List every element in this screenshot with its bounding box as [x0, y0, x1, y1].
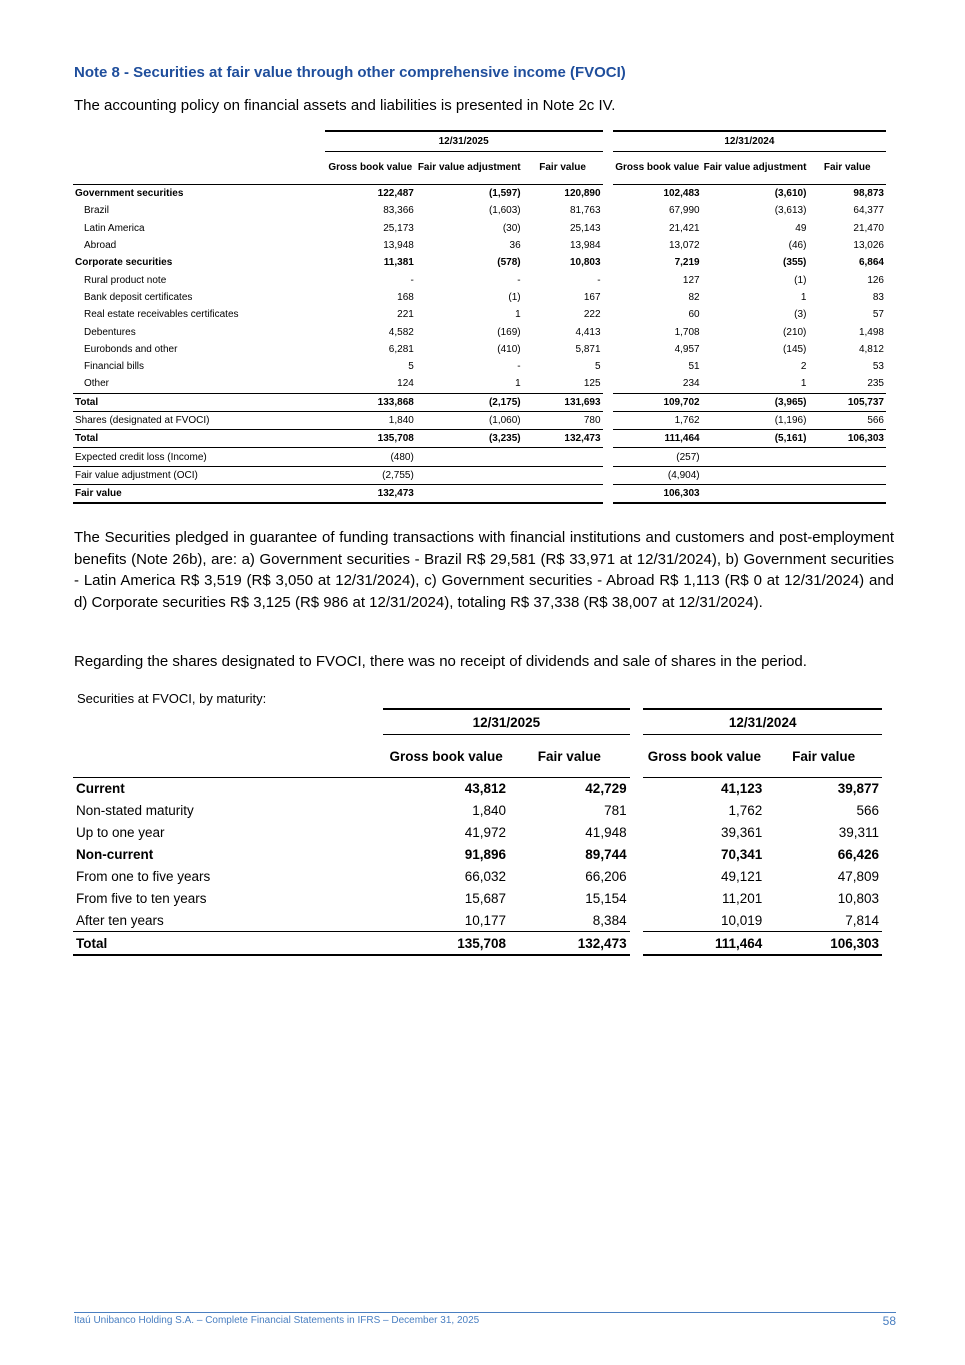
cell-value: 135,708	[325, 430, 416, 448]
cell-value: 13,026	[853, 240, 884, 252]
row-label: Financial bills	[84, 361, 145, 373]
table-row	[73, 466, 886, 484]
cell-value: 98,873	[853, 188, 884, 200]
cell-value: (1)	[508, 291, 521, 303]
row-label: After ten years	[76, 912, 164, 928]
cell-value: 7,814	[845, 912, 879, 928]
cell-value: 10,177	[464, 912, 507, 928]
cell-value: 41,972	[464, 825, 507, 841]
cell-value: (30)	[502, 222, 521, 234]
table1-col-fair-2024: Fair value	[808, 152, 886, 185]
cell-value: 5	[408, 361, 414, 373]
cell-value: 82	[688, 291, 700, 303]
cell-value: 234	[682, 378, 700, 390]
column-spacer	[630, 932, 644, 955]
cell-value: 781	[604, 803, 627, 819]
row-label: Latin America	[84, 222, 145, 234]
cell-value: 13,072	[669, 240, 700, 252]
row-label: Total	[73, 430, 325, 448]
cell-value: 42,729	[585, 781, 627, 797]
table2-col-fair-2024: Fair value	[765, 735, 882, 778]
row-label: Up to one year	[76, 825, 165, 841]
table1-col-fair-2025: Fair value	[523, 152, 603, 185]
cell-value	[808, 448, 886, 466]
footer-divider	[74, 1312, 896, 1313]
column-spacer	[603, 375, 613, 393]
cell-value: 60	[688, 309, 700, 321]
cell-value: 235	[867, 378, 884, 390]
table-row	[73, 411, 886, 429]
cell-value: 70,341	[721, 847, 763, 863]
cell-value: 41,948	[585, 825, 627, 841]
row-label: Eurobonds and other	[84, 343, 178, 355]
table-row	[73, 430, 886, 448]
cell-value	[702, 485, 809, 504]
cell-value: 131,693	[523, 393, 603, 411]
row-label: Fair value adjustment (OCI)	[73, 466, 325, 484]
row-label: Non-stated maturity	[76, 803, 194, 819]
cell-value: (3,613)	[774, 205, 807, 217]
cell-value: 5	[595, 361, 601, 373]
column-spacer	[603, 341, 613, 358]
column-spacer	[630, 887, 644, 909]
row-label: Total	[73, 932, 383, 955]
cell-value: 132,473	[509, 932, 630, 955]
cell-value: 21,421	[669, 222, 700, 234]
maturity-table	[73, 708, 882, 956]
cell-value	[523, 448, 603, 466]
column-spacer	[630, 822, 644, 844]
cell-value: 566	[808, 411, 886, 429]
column-spacer	[603, 254, 613, 271]
table-row	[73, 844, 882, 866]
cell-value: 127	[682, 274, 700, 286]
table-row	[73, 800, 882, 822]
cell-value: 125	[583, 378, 601, 390]
table-row	[73, 778, 882, 800]
row-label: Brazil	[84, 205, 110, 217]
fvoci-securities-table	[73, 130, 886, 504]
cell-value	[808, 466, 886, 484]
column-spacer	[603, 466, 613, 484]
column-spacer	[603, 323, 613, 340]
cell-value: 132,473	[325, 485, 416, 504]
row-label: Rural product note	[84, 274, 167, 286]
table-row	[73, 485, 886, 504]
cell-value: 4,413	[575, 326, 601, 338]
cell-value: 566	[856, 803, 879, 819]
row-label: Expected credit loss (Income)	[73, 448, 325, 466]
table-row	[73, 448, 886, 466]
row-label: Abroad	[84, 240, 117, 252]
row-label: Total	[73, 393, 325, 411]
column-spacer	[603, 237, 613, 254]
cell-value	[808, 485, 886, 504]
cell-value: 124	[397, 378, 414, 390]
cell-value: (46)	[788, 240, 807, 252]
pledged-securities-paragraph: The Securities pledged in guarantee of funding transactions with financial institutions and customers and post-employment benefits (Note 26b), are: a) Government securities - Brazil R$ 29,581 (R$ 33,971 at 12/31/2024), b) Government securities - Latin America R$ 3,519 (R$ 3,050 at 12/31/2024), c) Government securities - Abroad R$ 1,113 (R$ 0 at 12/31/2024) and d) Corporate securities R$ 3,125 (R$ 986 at 12/31/2024), totaling R$ 37,338 (R$ 38,007 at 12/31/2024).	[74, 529, 894, 611]
cell-value: -	[410, 274, 414, 286]
table1-col-gross-2025: Gross book value	[325, 152, 416, 185]
cell-value: (3)	[794, 309, 807, 321]
cell-value: (1)	[794, 274, 807, 286]
table-row	[73, 822, 882, 844]
cell-value	[702, 448, 809, 466]
shares-dividends-paragraph: Regarding the shares designated to FVOCI, there was no receipt of dividends and sale of shares in the period.	[74, 653, 807, 670]
table1-date-2024: 12/31/2024	[613, 131, 886, 152]
cell-value: 1	[515, 378, 521, 390]
table-row	[73, 887, 882, 909]
column-spacer	[630, 800, 644, 822]
cell-value	[416, 448, 523, 466]
row-label: Shares (designated at FVOCI)	[73, 411, 325, 429]
table-row	[73, 341, 886, 358]
table-row	[73, 220, 886, 237]
cell-value	[702, 466, 809, 484]
cell-value: 1	[800, 378, 807, 390]
cell-value: (2,755)	[325, 466, 416, 484]
cell-value: 1,840	[472, 803, 507, 819]
cell-value	[523, 485, 603, 504]
cell-value: -	[517, 274, 521, 286]
cell-value: (2,175)	[416, 393, 523, 411]
table1-date-2025: 12/31/2025	[325, 131, 603, 152]
column-spacer	[630, 866, 644, 888]
table1-col-adjust-2025: Fair value adjustment	[416, 152, 523, 185]
row-label: Other	[84, 378, 110, 390]
cell-value: 167	[583, 291, 601, 303]
table-row	[73, 375, 886, 393]
cell-value: 111,464	[613, 430, 702, 448]
cell-value: (3,610)	[774, 188, 807, 200]
cell-value: 126	[867, 274, 884, 286]
cell-value: 1,840	[325, 411, 416, 429]
table2-col-fair-2025: Fair value	[509, 735, 630, 778]
column-spacer	[603, 185, 613, 203]
cell-value: (5,161)	[702, 430, 809, 448]
cell-value: 6,864	[858, 257, 884, 269]
cell-value	[523, 466, 603, 484]
cell-value: (1,603)	[488, 205, 521, 217]
cell-value: (355)	[783, 257, 807, 269]
cell-value: -	[597, 274, 601, 286]
cell-value: 13,984	[569, 240, 601, 252]
cell-value: 10,803	[569, 257, 601, 269]
cell-value: 41,123	[721, 781, 763, 797]
cell-value: 39,311	[838, 825, 879, 841]
cell-value: 6,281	[388, 343, 414, 355]
cell-value: 49	[795, 222, 807, 234]
table-row	[73, 909, 882, 931]
cell-value: 66,206	[585, 869, 627, 884]
table-row	[73, 202, 886, 219]
table-row	[73, 306, 886, 323]
cell-value: 106,303	[613, 485, 702, 504]
row-label: Fair value	[73, 485, 325, 504]
cell-value: (145)	[783, 343, 807, 355]
cell-value: 67,990	[669, 205, 700, 217]
cell-value: 11,381	[383, 257, 414, 269]
cell-value: 222	[583, 309, 601, 321]
cell-value: (1,597)	[488, 188, 521, 200]
cell-value: 64,377	[853, 205, 884, 217]
column-spacer	[603, 393, 613, 411]
column-spacer	[603, 289, 613, 306]
cell-value: 15,687	[464, 890, 507, 906]
cell-value: 10,019	[721, 912, 763, 928]
table-row	[73, 393, 886, 411]
cell-value: 1,762	[728, 803, 763, 819]
cell-value: 91,896	[464, 847, 507, 863]
row-label: Bank deposit certificates	[84, 291, 193, 303]
cell-value: (169)	[497, 326, 521, 338]
row-label: From five to ten years	[76, 890, 207, 906]
cell-value: 47,809	[837, 869, 879, 884]
cell-value: 4,812	[858, 343, 884, 355]
cell-value: 25,173	[383, 222, 414, 234]
table2-col-gross-2024: Gross book value	[643, 735, 765, 778]
cell-value: (4,904)	[613, 466, 702, 484]
cell-value: (578)	[497, 257, 521, 269]
cell-value: (480)	[325, 448, 416, 466]
cell-value: 122,487	[377, 188, 414, 200]
note-title: Note 8 - Securities at fair value through other comprehensive income (FVOCI)	[74, 64, 626, 81]
cell-value: 111,464	[643, 932, 765, 955]
cell-value: 133,868	[325, 393, 416, 411]
cell-value: 1	[800, 291, 807, 303]
cell-value	[416, 466, 523, 484]
cell-value: 11,201	[722, 890, 763, 906]
intro-text: The accounting policy on financial assets and liabilities is presented in Note 2c IV.	[74, 97, 616, 114]
column-spacer	[603, 358, 613, 375]
cell-value: 5,871	[575, 343, 601, 355]
cell-value: 1,498	[858, 326, 884, 338]
cell-value: 4,957	[674, 343, 700, 355]
cell-value: (1,060)	[416, 411, 523, 429]
cell-value: 39,361	[721, 825, 763, 841]
cell-value: -	[517, 361, 521, 373]
cell-value: (1,196)	[702, 411, 809, 429]
cell-value: 780	[523, 411, 603, 429]
cell-value: (257)	[613, 448, 702, 466]
cell-value	[416, 485, 523, 504]
cell-value: 36	[509, 240, 521, 252]
cell-value: 109,702	[613, 393, 702, 411]
row-label: From one to five years	[76, 869, 211, 884]
row-label: Government securities	[75, 188, 184, 200]
cell-value: 53	[872, 361, 884, 373]
row-label: Corporate securities	[75, 257, 173, 269]
cell-value: 57	[872, 309, 884, 321]
page-number: 58	[882, 1314, 896, 1328]
column-spacer	[603, 306, 613, 323]
column-spacer	[603, 448, 613, 466]
table2-col-gross-2025: Gross book value	[383, 735, 509, 778]
column-spacer	[603, 220, 613, 237]
column-spacer	[630, 778, 644, 800]
cell-value: (410)	[497, 343, 521, 355]
cell-value: 66,426	[837, 847, 879, 863]
column-spacer	[630, 909, 644, 931]
cell-value: (210)	[783, 326, 807, 338]
column-spacer	[603, 202, 613, 219]
footer-text: Itaú Unibanco Holding S.A. – Complete Financial Statements in IFRS – December 31, 2025	[74, 1315, 480, 1326]
cell-value: 2	[800, 361, 807, 373]
table-row	[73, 237, 886, 254]
column-spacer	[603, 271, 613, 288]
cell-value: 1	[515, 309, 521, 321]
table2-date-2024: 12/31/2024	[643, 709, 882, 735]
cell-value: 168	[397, 291, 414, 303]
table-row	[73, 932, 882, 955]
cell-value: 83,366	[383, 205, 414, 217]
table2-date-2025: 12/31/2025	[383, 709, 629, 735]
cell-value: 39,877	[837, 781, 879, 797]
cell-value: (3,965)	[702, 393, 809, 411]
table-row	[73, 289, 886, 306]
cell-value: 1,762	[613, 411, 702, 429]
cell-value: 51	[688, 361, 700, 373]
row-label: Non-current	[76, 847, 154, 863]
column-spacer	[603, 430, 613, 448]
row-label: Debentures	[84, 326, 136, 338]
cell-value: 105,737	[808, 393, 886, 411]
table-row	[73, 358, 886, 375]
cell-value: 49,121	[721, 869, 763, 884]
cell-value: 132,473	[523, 430, 603, 448]
column-spacer	[630, 844, 644, 866]
cell-value: 1,708	[674, 326, 700, 338]
cell-value: 83	[872, 291, 884, 303]
cell-value: 106,303	[765, 932, 882, 955]
column-spacer	[603, 411, 613, 429]
cell-value: 7,219	[674, 257, 700, 269]
table-row	[73, 271, 886, 288]
cell-value: 15,154	[585, 890, 627, 906]
cell-value: 43,812	[464, 781, 507, 797]
table-row	[73, 323, 886, 340]
cell-value: 13,948	[383, 240, 414, 252]
table1-col-gross-2024: Gross book value	[613, 152, 702, 185]
cell-value: 81,763	[569, 205, 601, 217]
table1-col-adjust-2024: Fair value adjustment	[702, 152, 809, 185]
cell-value: 135,708	[383, 932, 509, 955]
cell-value: 21,470	[853, 222, 884, 234]
cell-value: 8,384	[592, 912, 627, 928]
table-row	[73, 254, 886, 271]
table-row	[73, 866, 882, 888]
column-spacer	[603, 485, 613, 504]
cell-value: 102,483	[663, 188, 700, 200]
row-label: Real estate receivables certificates	[84, 309, 239, 321]
cell-value: 106,303	[808, 430, 886, 448]
row-label: Current	[76, 781, 125, 797]
cell-value: (3,235)	[416, 430, 523, 448]
cell-value: 10,803	[837, 890, 879, 906]
cell-value: 221	[397, 309, 414, 321]
cell-value: 89,744	[585, 847, 627, 863]
table-row	[73, 185, 886, 203]
cell-value: 66,032	[464, 869, 507, 884]
maturity-table-caption: Securities at FVOCI, by maturity:	[77, 691, 267, 706]
cell-value: 120,890	[564, 188, 601, 200]
cell-value: 25,143	[569, 222, 601, 234]
cell-value: 4,582	[388, 326, 414, 338]
